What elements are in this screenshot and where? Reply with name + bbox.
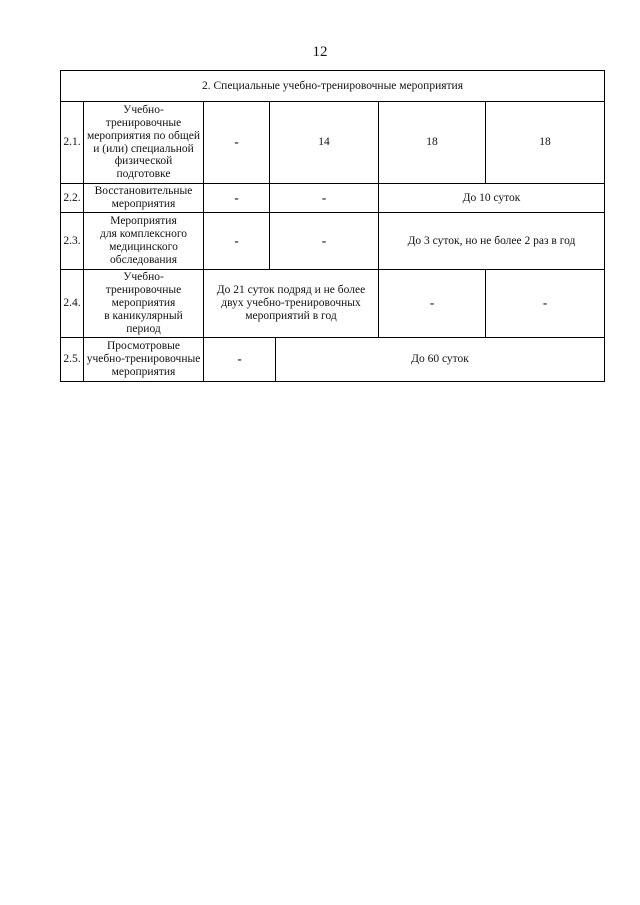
- row-name: Учебно- тренировочные мероприятия по общей и (или) специальной физической подготовке: [84, 102, 204, 184]
- row-cell: До 3 суток, но не более 2 раз в год: [379, 213, 605, 270]
- row-cell: -: [270, 184, 379, 213]
- row-cell: -: [204, 338, 276, 382]
- row-cell: До 10 суток: [379, 184, 605, 213]
- row-cell: До 60 суток: [276, 338, 605, 382]
- row-number: 2.3.: [60, 213, 84, 270]
- row-name: Мероприятия для комплексного медицинского обследования: [84, 213, 204, 270]
- section-header: 2. Специальные учебно-тренировочные мероприятия: [60, 70, 605, 102]
- row-number: 2.2.: [60, 184, 84, 213]
- row-cell: 18: [486, 102, 605, 184]
- events-table: [60, 70, 605, 382]
- row-name: Восстановительные мероприятия: [84, 184, 204, 213]
- row-cell: -: [486, 270, 605, 338]
- row-cell: -: [379, 270, 486, 338]
- row-name: Учебно- тренировочные мероприятия в каникулярный период: [84, 270, 204, 338]
- row-cell: -: [204, 102, 270, 184]
- row-name: Просмотровые учебно-тренировочные мероприятия: [84, 338, 204, 382]
- page-number: 12: [312, 44, 328, 60]
- row-number: 2.4.: [60, 270, 84, 338]
- row-number: 2.5.: [60, 338, 84, 382]
- row-cell: -: [204, 184, 270, 213]
- row-cell: 18: [379, 102, 486, 184]
- row-cell: -: [204, 213, 270, 270]
- row-cell: До 21 суток подряд и не более двух учебно-тренировочных мероприятий в год: [204, 270, 379, 338]
- row-number: 2.1.: [60, 102, 84, 184]
- row-cell: 14: [270, 102, 379, 184]
- row-cell: -: [270, 213, 379, 270]
